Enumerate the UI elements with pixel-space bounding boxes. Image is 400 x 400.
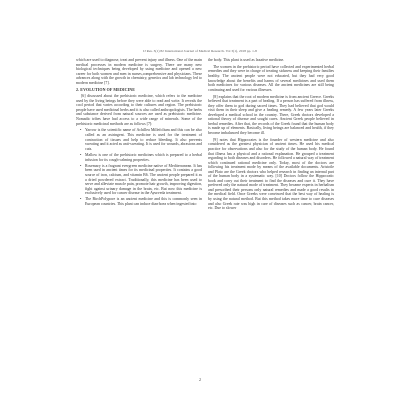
- right-column: [208, 58, 334, 213]
- medicine-bullet-list: [76, 128, 202, 206]
- bullet-icon: •: [80, 128, 82, 133]
- intro-paragraph: which are used to diagnose, treat and prevent injury and illness. One of the main medical processes in modern medicine is surgery. There are many new biological techniques being developed by using medicine and opened a new career for both women and men in nurses,comprehensive and physicians. These advances along with the growth in chemistry, genetics and lab technology led to modern medicine [7].: [76, 58, 202, 85]
- bullet-icon: •: [80, 197, 82, 202]
- bullet-icon: •: [80, 152, 82, 157]
- body-paragraph: the body. This plant is used as laxative medicine.: [208, 58, 285, 62]
- bullet-text: Mallow is one of the prehistoric medicines which is prepared to a herbal infusion for its cough-calming properties.: [85, 152, 202, 162]
- bullet-item-rosemary: [76, 164, 202, 196]
- bullet-item-mallow: [76, 153, 202, 162]
- bullet-item-yarrow: [76, 128, 202, 151]
- body-paragraph: The women in the prehistoric period have collected and experimented herbal remedies and they were in charge of treating sickness and keeping their families healthy. The ancient people were not educated, but they had very good knowledge about the benefits and harms of several medicines and used them both medicines for various diseases. All the ancient medicines are still being continuing and used for various illnesses.: [208, 64, 334, 92]
- section-heading: 2. EVOLUTION OF MEDICINE: [76, 86, 136, 92]
- running-header: IJ Res. 3(1) 82 International Journal of Medical Research. Vol 3(1), 2018 pp. 1-8: [143, 49, 257, 53]
- body-paragraph: [9] notes that Hippocrates is the founder of western medicine and also considered as the greatest physician of ancient times. He used his medical practice for observations and also for the study of the human body. He found that illness has a physical and a rational explanation. He grouped a treatment regarding to both diseases and disorders. He followed a natural way of treatment which continued rational medicine only. Today, most of the doctors are following his treatment mode by means of the available documents. Aristotle and Plato are the Greek doctors who helped research in finding an internal part of the human body in a systematic way. [10] Doctors follow the Hippocratic book and carry out their treatment to find the diseases and cure it. They have preferred only the natural mode of treatment. They became experts in herbalism and prescribed their persons only natural remedies and made a good results in the medical field. Once Greeks were convinced that the best way of healing is by using the natural method. But this method takes more time to cure diseases and also Greek rate was high in care of diseases such as cancer, brain cancer, etc. Due to slower: [208, 137, 334, 211]
- bullet-item-birch-polypore: [76, 197, 202, 206]
- bullet-text: The BirchPolypore is an ancient medicine and this is commonly seen in European countries. This plant can induce diarrhoea when ingested into: [85, 197, 202, 207]
- left-column: [76, 58, 202, 209]
- section-paragraph: [6] discussed about the prehistoric medicine, which refers to the medicine used by the living beings before they were able to read and write. It reveals the cool period that varies according to their cultures and region. The prehistoric people have used medicinal herbs and it is also called anthropologists. The herbs and substance derived from natural sources are used as prehistoric medicine. Nomadic tribes have had access to a wide range of minerals. Some of the prehistoric medicinal methods are as follows [7]:: [76, 94, 202, 126]
- page-number: 2: [199, 377, 201, 382]
- bullet-text: Rosemary is a fragrant evergreen medicine native of Mediterranean. It has been used in ancient times for its medicinal properties. It contains a good source of iron, calcium, and vitamin B6. The ancient people prepared it as a dried powdered extract. Traditionally, this medicine has been used to serve and alleviate muscle pain, promote hair growth, improving digestion, fight against urinary damage in the brain, etc. But now this medicine is exclusively used for cancer disease in the Ayurveda treatment.: [85, 163, 202, 196]
- bullet-text: Yarrow is the scientific name of Achillea Millefolium and this can be also called as an astringent. This medicine is used for the treatment of contraction of tissues and help to reduce bleeding. It also prevents sweating and it acted as anti-sweating. It is used for wounds, abrasions and cuts.: [85, 128, 202, 151]
- bullet-icon: •: [80, 163, 82, 168]
- body-paragraph: [8] explains that the root of modern medicine is from ancient Greece. Greeks believed that treatment is a part of healing. If a person has suffered from illness, they offer them to god during sacred times. They had believed that god would visit them in their sleep and give a healing remedy. A few years later Greeks developed a medical school in the country. There, Greek doctors developed a rational theory of disease and sought cures. Ancient Greek people believed in herbal remedies. After that, the records of the Greek found that the human body is made up of elements. Basically, living beings are balanced and health, if they become imbalanced they become ill.: [208, 94, 334, 135]
